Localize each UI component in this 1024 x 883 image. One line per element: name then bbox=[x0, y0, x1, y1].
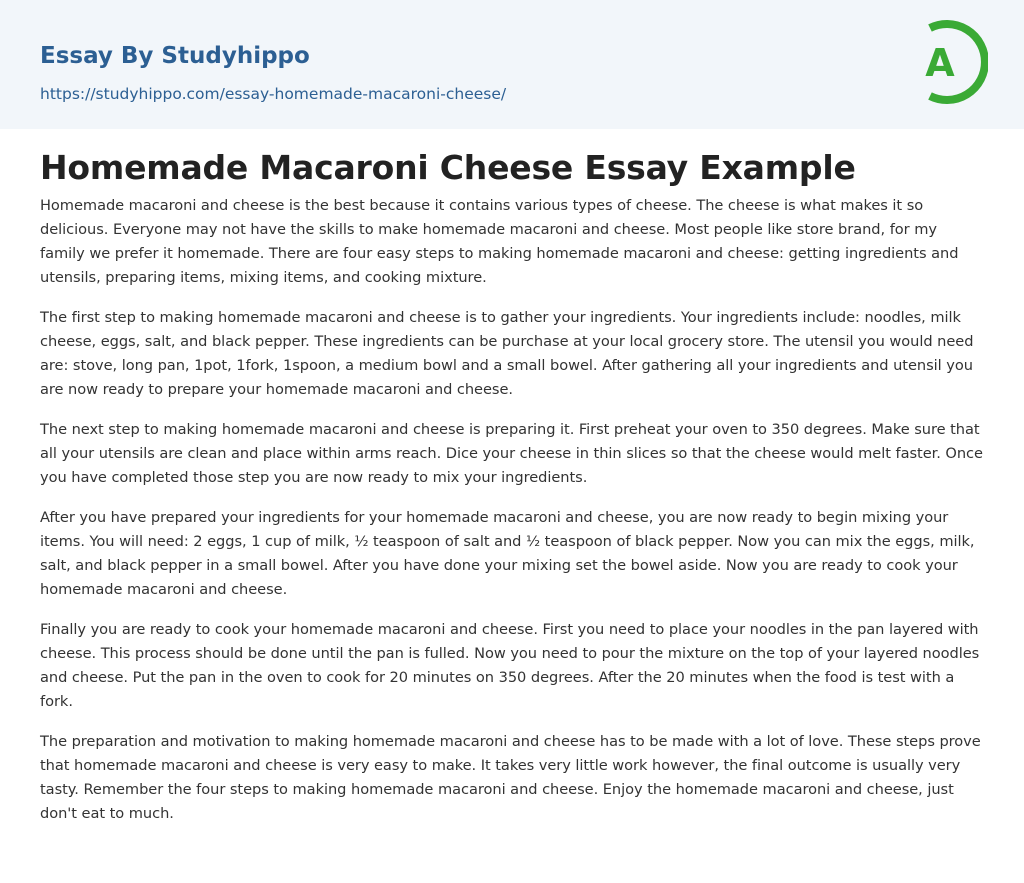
paragraph: Finally you are ready to cook your homemade macaroni and cheese. First you need to place your noodles in the pan layered with cheese. This process should be done until the pan is fulled. Now you need to pour the mixture on the top of your layered noodles and cheese. Put the pan in the oven to cook for 20 minutes on 350 degrees. After the 20 minutes when the food is test with a fork. bbox=[40, 621, 980, 710]
paragraph: After you have prepared your ingredients for your homemade macaroni and cheese, you are now ready to begin mixing your items. You will need: 2 eggs, 1 cup of milk, ½ teaspoon of salt and ½ teaspoon of black pepper. Now you can mix the eggs, milk, salt, and black pepper in a small bowel. After you have done your mixing set the bowel aside. Now you are ready to cook your homemade macaroni and cheese. bbox=[40, 509, 975, 598]
site-header bbox=[0, 0, 1024, 129]
paragraph: The preparation and motivation to making homemade macaroni and cheese has to be made with a lot of love. These steps prove that homemade macaroni and cheese is very easy to make. It takes very little work however, the final outcome is usually very tasty. Remember the four steps to making homemade macaroni and cheese. Enjoy the homemade macaroni and cheese, just don't eat to much. bbox=[40, 733, 981, 822]
paragraph: Homemade macaroni and cheese is the best because it contains various types of cheese. The cheese is what makes it so delicious. Everyone may not have the skills to make homemade macaroni and cheese. Most people like store brand, for my family we prefer it homemade. There are four easy steps to making homemade macaroni and cheese: getting ingredients and utensils, preparing items, mixing items, and cooking mixture. bbox=[40, 197, 959, 286]
page-title: Homemade Macaroni Cheese Essay Example bbox=[40, 148, 856, 187]
site-name[interactable]: Essay By Studyhippo bbox=[40, 43, 310, 69]
logo-letter: A bbox=[925, 41, 955, 85]
paragraph: The next step to making homemade macaroni and cheese is preparing it. First preheat your oven to 350 degrees. Make sure that all your utensils are clean and place within arms reach. Dice your cheese in thin slices so that the cheese would melt faster. Once you have completed those step you are now ready to mix your ingredients. bbox=[40, 421, 983, 486]
paragraph: The first step to making homemade macaroni and cheese is to gather your ingredients. Your ingredients include: noodles, milk cheese, eggs, salt, and black pepper. These ingredients can be purchase at your local grocery store. The utensil you would need are: stove, long pan, 1pot, 1fork, 1spoon, a medium bowl and a small bowel. After gathering all your ingredients and utensil you are now ready to prepare your homemade macaroni and cheese. bbox=[40, 309, 974, 398]
essay-url-link[interactable]: https://studyhippo.com/essay-homemade-macaroni-cheese/ bbox=[40, 85, 507, 103]
studyhippo-logo-icon[interactable] bbox=[910, 18, 988, 106]
article bbox=[40, 144, 984, 842]
article-body bbox=[40, 194, 984, 826]
